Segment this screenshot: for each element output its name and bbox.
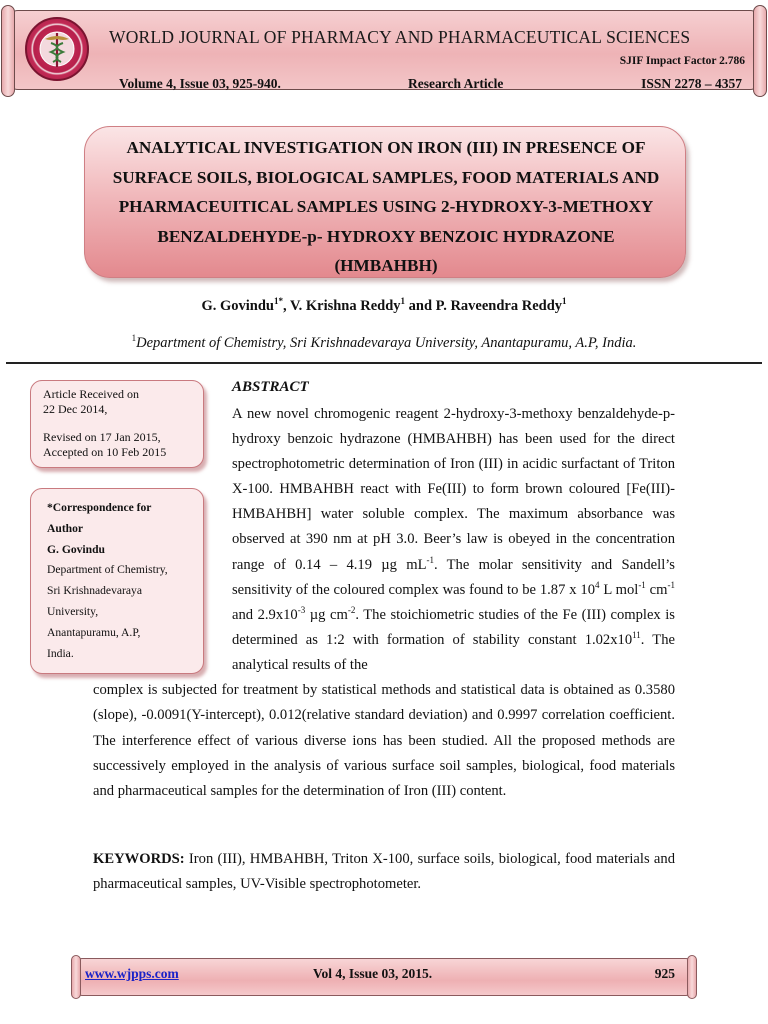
footer-issue: Vol 4, Issue 03, 2015.	[313, 966, 433, 981]
correspondence-label: Author	[47, 521, 84, 535]
journal-title: WORLD JOURNAL OF PHARMACY AND PHARMACEUTICAL SCIENCES	[109, 27, 691, 47]
issn: ISSN 2278 – 4357	[641, 76, 742, 91]
scroll-curl-left	[71, 955, 81, 999]
page-footer	[76, 958, 692, 996]
abstract-text: and 2.9x10	[232, 606, 298, 623]
correspondence-address: India.	[47, 646, 74, 660]
scroll-curl-right	[687, 955, 697, 999]
superscript: -3	[297, 604, 306, 615]
title-line: BENZALDEHYDE-p- HYDROXY BENZOIC HYDRAZONE	[157, 226, 615, 246]
section-divider	[6, 362, 762, 364]
scroll-curl-right	[753, 5, 767, 97]
abstract-text: cm	[645, 581, 668, 598]
keywords	[93, 847, 675, 897]
author-affiliation-mark: 1*	[274, 296, 283, 306]
title-line: SURFACE SOILS, BIOLOGICAL SAMPLES, FOOD MATERIALS AND	[112, 167, 660, 187]
abstract-text: L mol	[599, 581, 639, 598]
affiliation	[0, 333, 768, 352]
abstract-heading: ABSTRACT	[232, 379, 309, 395]
journal-header-banner	[8, 10, 760, 90]
received-label: Article Received on	[43, 387, 139, 401]
article-title-box	[84, 126, 686, 278]
title-line: ANALYTICAL INVESTIGATION ON IRON (III) IN PRESENCE OF	[126, 138, 646, 157]
superscript: -1	[638, 579, 646, 590]
abstract-text: . The analytical results of the	[232, 631, 675, 673]
author-affiliation-mark: 1	[400, 296, 406, 306]
correspondence-name: G. Govindu	[47, 542, 105, 556]
superscript: -1	[426, 554, 434, 565]
correspondence-label: *Correspondence for	[47, 501, 152, 514]
volume-info: Volume 4, Issue 03, 925-940.	[119, 76, 281, 91]
author-name: P. Raveendra Reddy	[435, 297, 563, 314]
caduceus-logo-icon	[25, 17, 89, 81]
article-type: Research Article	[408, 76, 504, 91]
abstract-body	[232, 402, 675, 678]
abstract-continuation: complex is subjected for treatment by statistical methods and statistical data is obtained as 0.3580 (slope), -0.0091(Y-intercept), 0.012(relative standard deviation) and 0.9997 correlation coefficient. The interference effect of various diverse ions has been studied. All the proposed methods are successively employed in the analysis of various surface soil samples, biological, food materials and pharmaceutical samples for the determination of Iron (III) content.	[93, 682, 675, 800]
superscript: 11	[632, 629, 641, 640]
title-line: (HMBAHBH)	[334, 256, 438, 275]
superscript: 4	[595, 579, 600, 590]
author-affiliation-mark: 1	[562, 296, 567, 306]
author-list	[0, 296, 768, 315]
abstract-text: . The molar sensitivity and Sandell’s sensitivity of the coloured complex was found to be 1.87 x 10	[232, 556, 675, 598]
author-separator: and	[405, 297, 436, 314]
article-dates-box	[30, 380, 204, 468]
author-separator: ,	[283, 297, 290, 314]
page-number: 925	[654, 966, 675, 981]
keywords-text: Iron (III), HMBAHBH, Triton X-100, surface soils, biological, food materials and pharmaceutical samples, UV-Visible spectrophotometer.	[93, 851, 675, 892]
author-name: V. Krishna Reddy	[290, 297, 401, 314]
revised-date: Revised on 17 Jan 2015,	[43, 430, 161, 444]
correspondence-address: Sri Krishnadevaraya	[47, 584, 142, 598]
abstract-text: A new novel chromogenic reagent 2-hydroxy-3-methoxy benzaldehyde-p-hydroxy benzoic hydrazone (HMBAHBH) has been used for the direct spectrophotometric determination of Iron (III) in acidic surfactant of Triton X-100. HMBAHBH react with Fe(III) to form brown coloured [Fe(III)-HMBAHBH] water soluble complex. The maximum absorbance was observed at 390 nm at pH 3.0. Beer’s law is obeyed in the concentration range of 0.14 – 4.19 µg mL	[232, 406, 675, 573]
correspondence-address: University,	[47, 604, 99, 618]
keywords-label: KEYWORDS:	[93, 851, 185, 867]
received-date: 22 Dec 2014,	[43, 401, 108, 416]
accepted-date: Accepted on 10 Feb 2015	[43, 444, 167, 459]
article-title	[85, 133, 687, 281]
scroll-curl-left	[1, 5, 15, 97]
affiliation-text: Department of Chemistry, Sri Krishnadevaraya University, Anantapuramu, A.P, India.	[136, 334, 637, 351]
impact-factor: SJIF Impact Factor 2.786	[619, 55, 745, 67]
abstract-text: . The stoichiometric studies of the Fe (III) complex is determined as 1:2 with formation of stability constant 1.02x10	[232, 606, 675, 648]
correspondence-box	[30, 488, 204, 674]
correspondence-address: Anantapuramu, A.P,	[47, 625, 141, 639]
affiliation-mark: 1	[131, 333, 137, 343]
superscript: -2	[347, 604, 356, 615]
correspondence-address: Department of Chemistry,	[47, 563, 168, 577]
abstract-text: µg cm	[305, 606, 348, 623]
website-link[interactable]: www.wjpps.com	[85, 966, 179, 981]
superscript: -1	[667, 579, 675, 590]
title-line: PHARMACEUITICAL SAMPLES USING 2-HYDROXY-3-METHOXY	[118, 197, 654, 216]
author-name: G. Govindu	[201, 297, 274, 314]
